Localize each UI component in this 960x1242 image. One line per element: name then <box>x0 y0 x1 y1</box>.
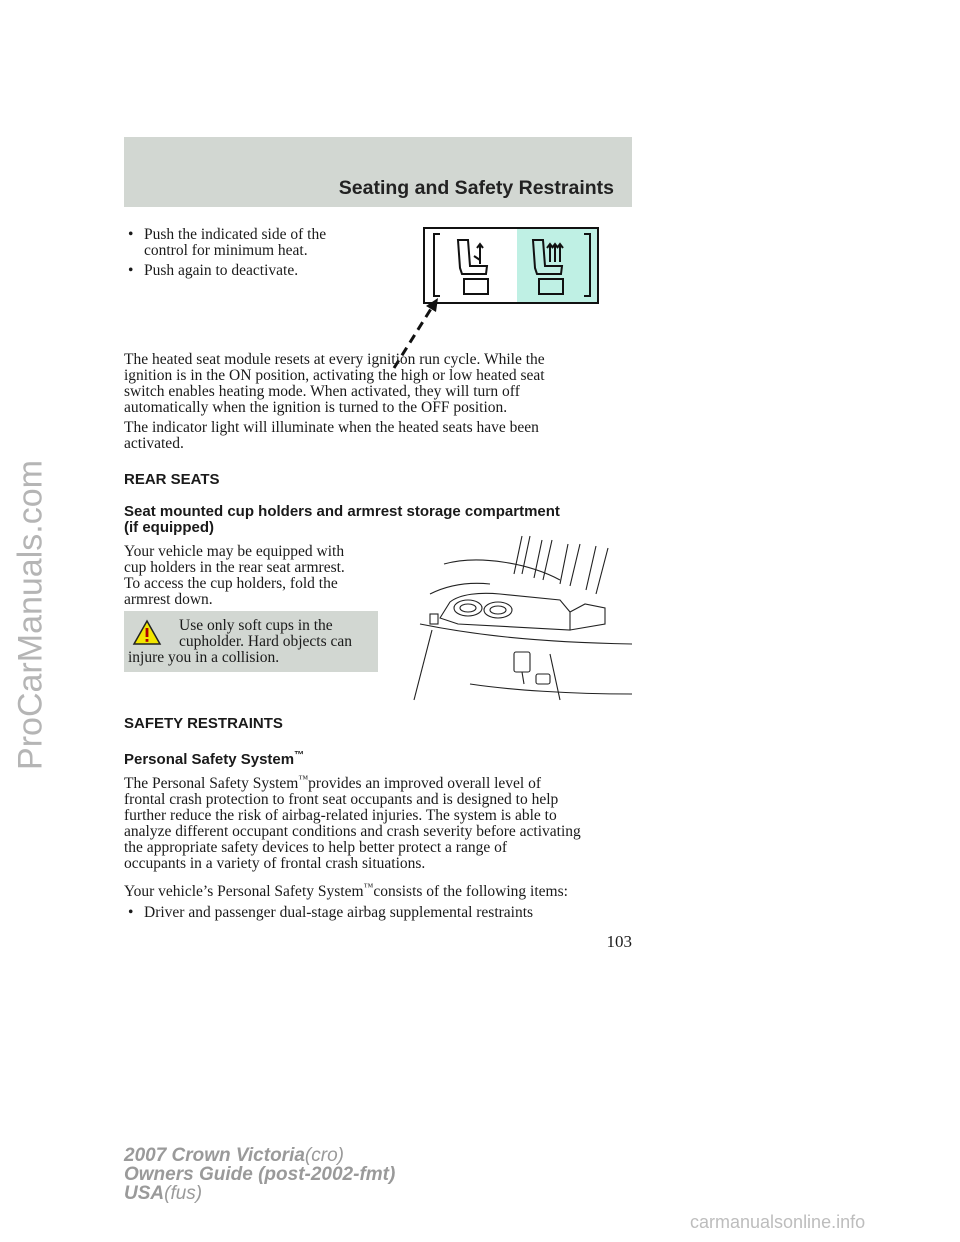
page-section-title: Seating and Safety Restraints <box>338 177 614 199</box>
bullet-dot: • <box>128 226 134 243</box>
document-footer: 2007 Crown Victoria(cro) Owners Guide (post-2002-fmt) USA(fus) <box>124 1145 396 1204</box>
site-watermark: carmanualsonline.info <box>690 1212 866 1232</box>
bullet-line: Push again to deactivate. <box>144 262 299 279</box>
rear-seats-heading: REAR SEATS <box>124 471 220 488</box>
side-watermark <box>4 380 58 850</box>
cup-holder-paragraph: Your vehicle may be equipped with cup holders in the rear seat armrest. To access the cup holders, fold the armrest down. <box>124 543 345 608</box>
rear-armrest-cupholder-illustration <box>410 534 632 702</box>
safety-restraints-heading: SAFETY RESTRAINTS <box>124 715 283 732</box>
bullet-line: Driver and passenger dual-stage airbag supplemental restraints <box>144 904 534 921</box>
heated-seat-paragraph: The heated seat module resets at every ignition run cycle. While the ignition is in the ON position, activating the high or low heated seat switch enables heating mode. When activated, they will turn off automatically when the ignition is turned to the OFF position. <box>124 351 545 416</box>
watermark-text: ProCarManuals.com <box>11 460 50 770</box>
cup-holder-subheading: Seat mounted cup holders and armrest storage compartment (if equipped) <box>124 503 560 536</box>
bullet-dot: • <box>128 262 134 279</box>
components-intro: Your vehicle’s Personal Safety System™consists of the following items: <box>124 882 568 901</box>
warning-text: Use only soft cups in the cupholder. Hard objects can injure you in a collision. <box>128 617 353 666</box>
bullet-dot: • <box>128 904 134 921</box>
bullet-line: control for minimum heat. <box>144 242 308 259</box>
bullet-line: Push the indicated side of the <box>144 226 327 243</box>
indicator-paragraph: The indicator light will illuminate when the heated seats have been activated. <box>124 419 539 452</box>
personal-safety-subheading: Personal Safety System™ <box>124 750 305 768</box>
personal-safety-paragraph: The Personal Safety System™provides an improved overall level of frontal crash protection to front seat occupants and is designed to help further reduce the risk of airbag-related injuries. The system is able to analyze different occupant conditions and crash severity before activating the appropriate safety devices to help better protect a range of occupants in a variety of frontal crash situations. <box>124 774 581 873</box>
trademark-symbol: ™ <box>294 750 305 761</box>
page-number: 103 <box>606 932 632 951</box>
